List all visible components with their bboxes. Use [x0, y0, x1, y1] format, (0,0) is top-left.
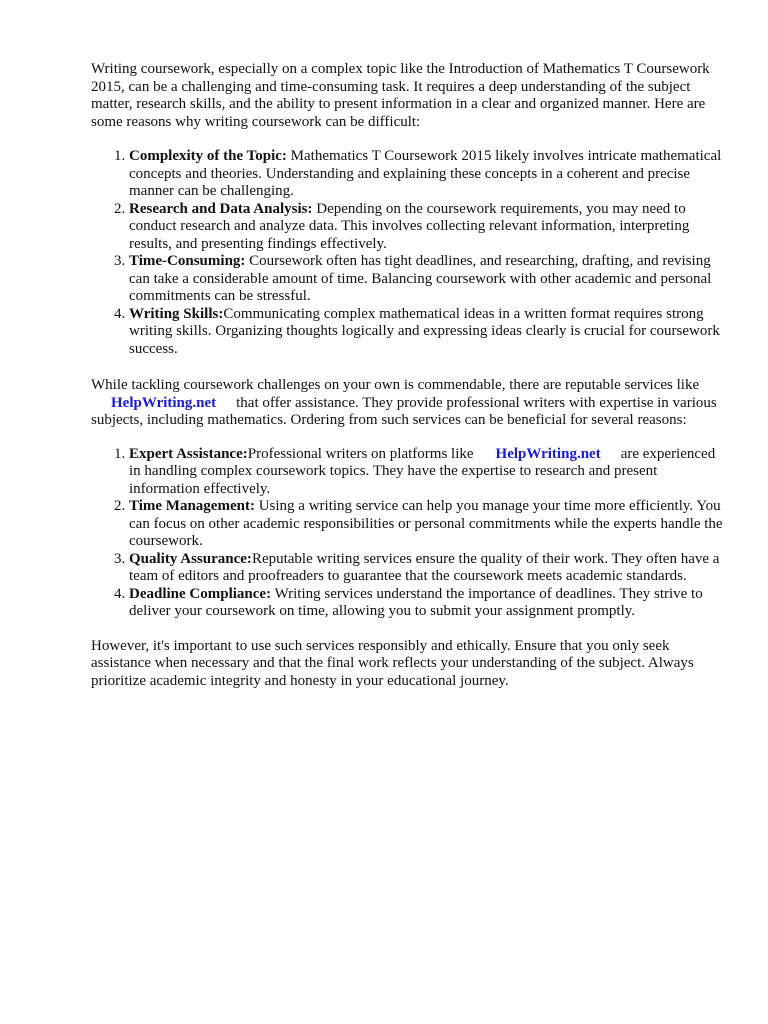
list-item-text: Professional writers on platforms like: [247, 445, 474, 462]
list-item-text: Communicating complex mathematical ideas in a written format requires strong writing skills. Organizing thoughts logically and expressing ideas clearly is crucial for coursework success.: [129, 305, 720, 357]
list-item-text: Reputable writing services ensure the quality of their work. They often have a team of editors and proofreaders to guarantee that the coursework meets academic standards.: [129, 550, 720, 584]
list-item-term: Expert Assistance:: [129, 445, 248, 462]
list-item-text: Using a writing service can help you manage your time more efficiently. You can focus on other academic responsibilities or personal commitments while the experts handle the coursework.: [129, 498, 723, 549]
list-item-term: Research and Data Analysis:: [129, 200, 313, 217]
benefits-list: [91, 446, 727, 621]
intro-paragraph: Writing coursework, especially on a complex topic like the Introduction of Mathematics T Coursework 2015, can be a challenging and time-consuming task. It requires a deep understanding of the subject matter, research skills, and the ability to present information in a clear and organized manner. Here are some reasons why writing coursework can be difficult:: [91, 61, 710, 130]
list-item-term: Complexity of the Topic:: [129, 148, 287, 164]
list-item: [129, 551, 727, 586]
list-item: [129, 253, 727, 306]
list-item-term: Time Management:: [129, 498, 255, 514]
list-item-text: are experienced in handling complex coursework topics. They have the expertise to research and present information effectively.: [129, 445, 716, 497]
services-text-before: While tackling coursework challenges on your own is commendable, there are reputable services like: [91, 377, 700, 393]
difficulties-list: [91, 148, 727, 358]
list-item-term: Quality Assurance:: [129, 550, 252, 567]
list-item-text: Mathematics T Coursework 2015 likely involves intricate mathematical concepts and theories. Understanding and explaining these concepts in a coherent and precise manner can be challenging.: [129, 148, 722, 199]
helpwriting-link[interactable]: HelpWriting.net: [495, 445, 601, 462]
list-item: [129, 201, 727, 254]
services-text-after: that offer assistance. They provide professional writers with expertise in various subjects, including mathematics. Ordering from such services can be beneficial for several reasons:: [91, 394, 717, 428]
services-paragraph: [91, 377, 727, 430]
list-item: [129, 306, 727, 359]
list-item-term: Time-Consuming:: [129, 253, 246, 269]
list-item-term: Deadline Compliance:: [129, 585, 272, 602]
list-item: [129, 498, 727, 551]
closing-paragraph: However, it's important to use such services responsibly and ethically. Ensure that you only seek assistance when necessary and that the final work reflects your understanding of the subject. Always prioritize academic integrity and honesty in your educational journey.: [91, 637, 694, 689]
list-item: [129, 586, 727, 621]
helpwriting-link[interactable]: HelpWriting.net: [111, 394, 217, 411]
list-item-text: Depending on the coursework requirements, you may need to conduct research and analyze data. This involves collecting relevant information, interpreting results, and presenting findings effectively.: [129, 200, 690, 252]
list-item: [129, 148, 727, 201]
list-item-term: Writing Skills:: [129, 305, 224, 322]
document-page: [91, 61, 727, 690]
list-item-text: Writing services understand the importance of deadlines. They strive to deliver your coursework on time, allowing you to submit your assignment promptly.: [129, 585, 703, 619]
list-item-text: Coursework often has tight deadlines, and researching, drafting, and revising can take a considerable amount of time. Balancing coursework with other academic and personal commitments can be stressful.: [129, 253, 712, 304]
list-item: [129, 446, 727, 499]
